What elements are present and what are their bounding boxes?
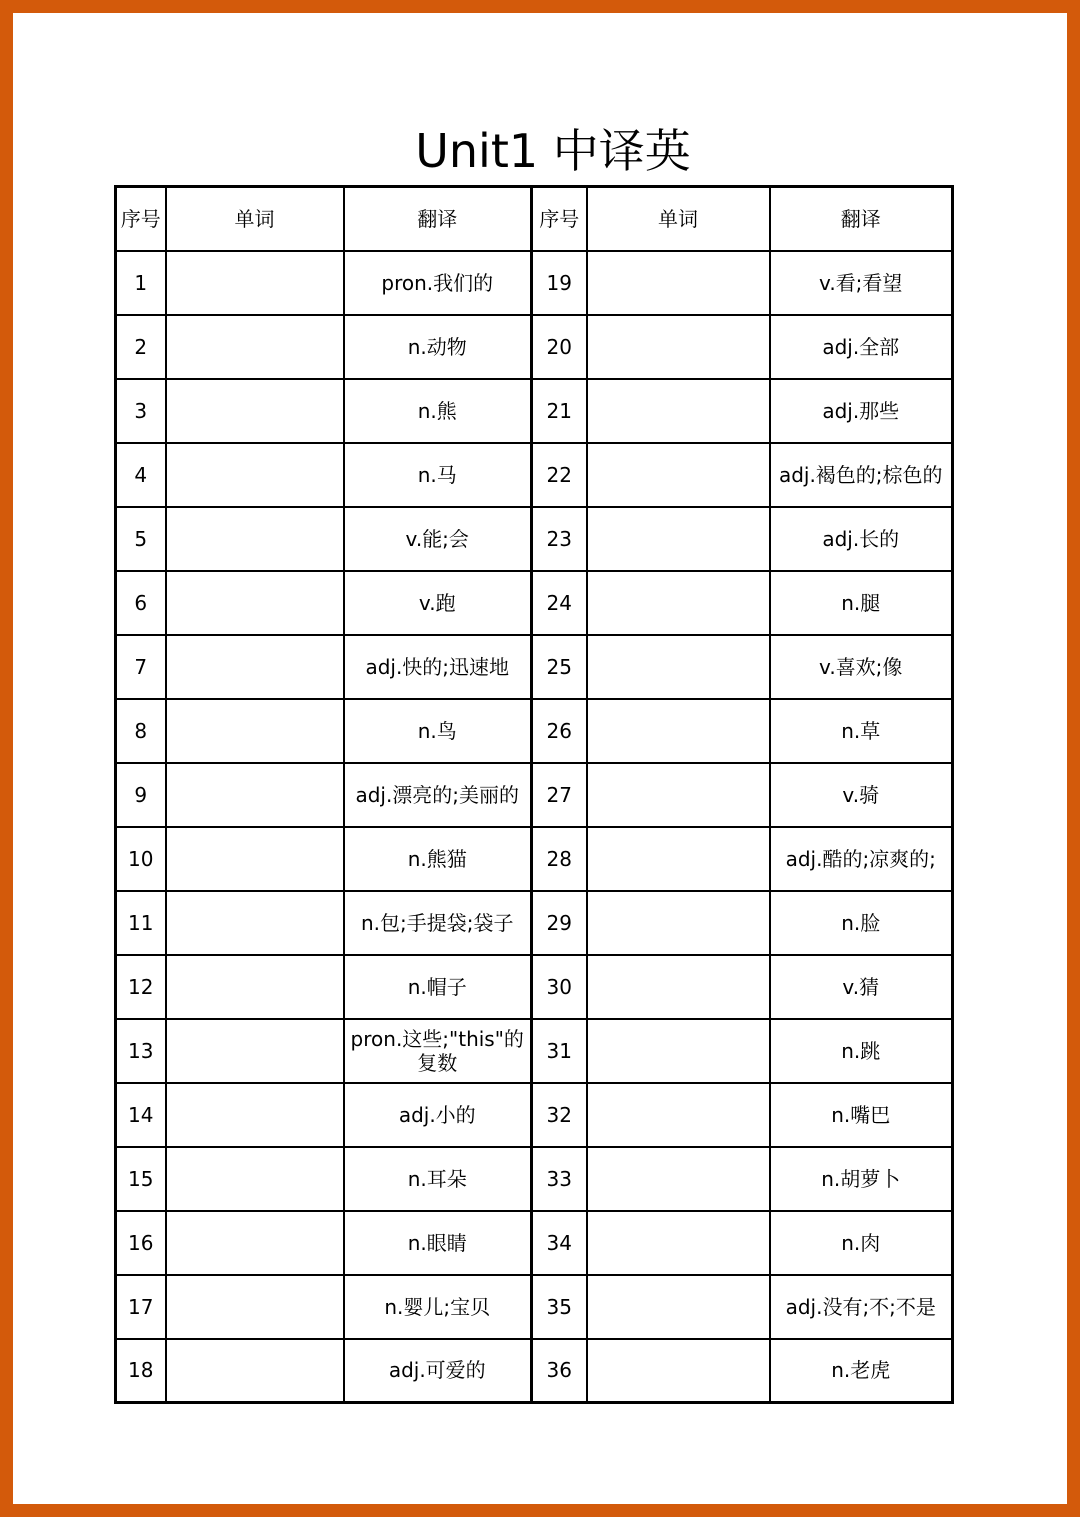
word-answer-cell[interactable] <box>587 571 770 635</box>
table-row <box>532 827 953 891</box>
word-answer-cell[interactable] <box>166 891 344 955</box>
row-number: 34 <box>532 1211 587 1275</box>
table-row <box>532 1275 953 1339</box>
table-row <box>532 1083 953 1147</box>
table-row <box>116 827 532 891</box>
table-row <box>116 507 532 571</box>
row-number: 23 <box>532 507 587 571</box>
word-answer-cell[interactable] <box>587 635 770 699</box>
row-number: 30 <box>532 955 587 1019</box>
word-answer-cell[interactable] <box>166 507 344 571</box>
translation-cell: n.脸 <box>770 891 953 955</box>
vocab-table-right-body <box>532 251 953 1403</box>
translation-cell: n.鸟 <box>344 699 532 763</box>
table-row <box>116 955 532 1019</box>
word-answer-cell[interactable] <box>587 507 770 571</box>
row-number: 20 <box>532 315 587 379</box>
translation-cell: n.熊 <box>344 379 532 443</box>
row-number: 8 <box>116 699 166 763</box>
table-row <box>116 763 532 827</box>
translation-cell: v.猜 <box>770 955 953 1019</box>
word-answer-cell[interactable] <box>166 763 344 827</box>
table-header-row <box>532 187 953 251</box>
table-row <box>532 507 953 571</box>
table-row <box>116 635 532 699</box>
translation-cell: n.熊猫 <box>344 827 532 891</box>
row-number: 24 <box>532 571 587 635</box>
translation-cell: adj.小的 <box>344 1083 532 1147</box>
translation-cell: adj.那些 <box>770 379 953 443</box>
word-answer-cell[interactable] <box>166 1083 344 1147</box>
page-title: Unit1 中译英 <box>415 124 691 178</box>
row-number: 4 <box>116 443 166 507</box>
table-row <box>116 379 532 443</box>
word-answer-cell[interactable] <box>166 379 344 443</box>
table-row <box>532 699 953 763</box>
translation-cell: adj.可爱的 <box>344 1339 532 1403</box>
translation-cell: n.马 <box>344 443 532 507</box>
table-row <box>532 763 953 827</box>
row-number: 3 <box>116 379 166 443</box>
table-row <box>532 891 953 955</box>
row-number: 14 <box>116 1083 166 1147</box>
word-answer-cell[interactable] <box>587 251 770 315</box>
translation-cell: v.看;看望 <box>770 251 953 315</box>
table-row <box>532 955 953 1019</box>
translation-cell: n.婴儿;宝贝 <box>344 1275 532 1339</box>
translation-cell: adj.酷的;凉爽的; <box>770 827 953 891</box>
table-row <box>532 635 953 699</box>
word-answer-cell[interactable] <box>587 891 770 955</box>
word-answer-cell[interactable] <box>166 251 344 315</box>
translation-cell: adj.没有;不;不是 <box>770 1275 953 1339</box>
translation-cell: n.嘴巴 <box>770 1083 953 1147</box>
table-row <box>116 1275 532 1339</box>
table-row <box>116 1339 532 1403</box>
row-number: 11 <box>116 891 166 955</box>
word-answer-cell[interactable] <box>587 1211 770 1275</box>
row-number: 31 <box>532 1019 587 1083</box>
table-row <box>532 571 953 635</box>
vocab-table-left-body <box>116 251 532 1403</box>
translation-cell: n.动物 <box>344 315 532 379</box>
table-row <box>116 1083 532 1147</box>
translation-cell: adj.褐色的;棕色的 <box>770 443 953 507</box>
translation-cell: n.腿 <box>770 571 953 635</box>
word-answer-cell[interactable] <box>166 571 344 635</box>
row-number: 25 <box>532 635 587 699</box>
word-answer-cell[interactable] <box>166 955 344 1019</box>
row-number: 5 <box>116 507 166 571</box>
row-number: 36 <box>532 1339 587 1403</box>
word-answer-cell[interactable] <box>587 1083 770 1147</box>
word-answer-cell[interactable] <box>166 1019 344 1083</box>
header-translation: 翻译 <box>344 187 532 251</box>
word-answer-cell[interactable] <box>587 1275 770 1339</box>
table-row <box>532 1211 953 1275</box>
row-number: 28 <box>532 827 587 891</box>
translation-cell: n.跳 <box>770 1019 953 1083</box>
row-number: 26 <box>532 699 587 763</box>
table-row <box>532 251 953 315</box>
word-answer-cell[interactable] <box>587 1339 770 1403</box>
word-answer-cell[interactable] <box>587 379 770 443</box>
table-header-row <box>116 187 532 251</box>
table-row <box>116 1019 532 1083</box>
word-answer-cell[interactable] <box>166 827 344 891</box>
header-translation: 翻译 <box>770 187 953 251</box>
word-answer-cell[interactable] <box>166 699 344 763</box>
row-number: 2 <box>116 315 166 379</box>
translation-cell: n.帽子 <box>344 955 532 1019</box>
header-number: 序号 <box>116 187 166 251</box>
translation-cell: pron.我们的 <box>344 251 532 315</box>
translation-cell: n.草 <box>770 699 953 763</box>
row-number: 9 <box>116 763 166 827</box>
word-answer-cell[interactable] <box>587 1147 770 1211</box>
translation-cell: v.跑 <box>344 571 532 635</box>
row-number: 15 <box>116 1147 166 1211</box>
header-word: 单词 <box>587 187 770 251</box>
translation-cell: adj.长的 <box>770 507 953 571</box>
table-row <box>116 443 532 507</box>
row-number: 33 <box>532 1147 587 1211</box>
word-answer-cell[interactable] <box>166 1275 344 1339</box>
word-answer-cell[interactable] <box>587 443 770 507</box>
table-row <box>116 1211 532 1275</box>
row-number: 19 <box>532 251 587 315</box>
row-number: 1 <box>116 251 166 315</box>
header-word: 单词 <box>166 187 344 251</box>
translation-cell: v.能;会 <box>344 507 532 571</box>
table-row <box>532 1019 953 1083</box>
row-number: 21 <box>532 379 587 443</box>
table-row <box>116 315 532 379</box>
row-number: 17 <box>116 1275 166 1339</box>
word-answer-cell[interactable] <box>166 443 344 507</box>
table-row <box>116 699 532 763</box>
table-row <box>116 1147 532 1211</box>
word-answer-cell[interactable] <box>587 1019 770 1083</box>
row-number: 32 <box>532 1083 587 1147</box>
table-row <box>532 1147 953 1211</box>
row-number: 22 <box>532 443 587 507</box>
word-answer-cell[interactable] <box>166 315 344 379</box>
row-number: 12 <box>116 955 166 1019</box>
row-number: 6 <box>116 571 166 635</box>
translation-cell: n.胡萝卜 <box>770 1147 953 1211</box>
word-answer-cell[interactable] <box>587 699 770 763</box>
header-number: 序号 <box>532 187 587 251</box>
table-row <box>116 571 532 635</box>
translation-cell: pron.这些;"this"的复数 <box>344 1019 532 1083</box>
row-number: 13 <box>116 1019 166 1083</box>
word-answer-cell[interactable] <box>166 1339 344 1403</box>
word-answer-cell[interactable] <box>166 1211 344 1275</box>
translation-cell: n.老虎 <box>770 1339 953 1403</box>
translation-cell: adj.快的;迅速地 <box>344 635 532 699</box>
translation-cell: adj.全部 <box>770 315 953 379</box>
table-row <box>532 1339 953 1403</box>
row-number: 35 <box>532 1275 587 1339</box>
word-answer-cell[interactable] <box>587 955 770 1019</box>
table-row <box>116 891 532 955</box>
word-answer-cell[interactable] <box>587 763 770 827</box>
row-number: 7 <box>116 635 166 699</box>
translation-cell: n.耳朵 <box>344 1147 532 1211</box>
table-row <box>532 315 953 379</box>
row-number: 27 <box>532 763 587 827</box>
translation-cell: n.肉 <box>770 1211 953 1275</box>
word-answer-cell[interactable] <box>587 827 770 891</box>
row-number: 10 <box>116 827 166 891</box>
vocab-table-right <box>530 185 954 1404</box>
word-answer-cell[interactable] <box>166 1147 344 1211</box>
word-answer-cell[interactable] <box>587 315 770 379</box>
translation-cell: n.眼睛 <box>344 1211 532 1275</box>
translation-cell: v.骑 <box>770 763 953 827</box>
table-row <box>532 443 953 507</box>
translation-cell: adj.漂亮的;美丽的 <box>344 763 532 827</box>
table-row <box>116 251 532 315</box>
vocab-table-left <box>114 185 533 1404</box>
word-answer-cell[interactable] <box>166 635 344 699</box>
row-number: 29 <box>532 891 587 955</box>
row-number: 16 <box>116 1211 166 1275</box>
row-number: 18 <box>116 1339 166 1403</box>
translation-cell: n.包;手提袋;袋子 <box>344 891 532 955</box>
table-row <box>532 379 953 443</box>
translation-cell: v.喜欢;像 <box>770 635 953 699</box>
